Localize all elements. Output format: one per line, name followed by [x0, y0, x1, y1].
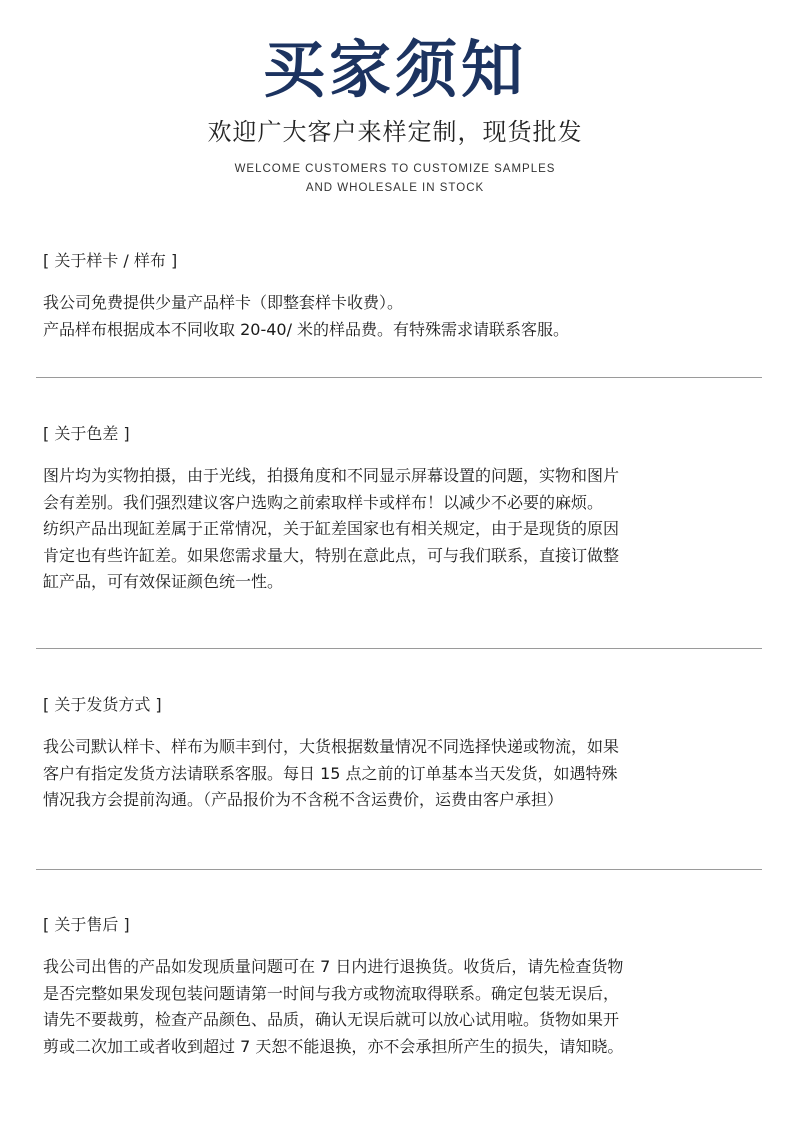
paragraph-line: 情况我方会提前沟通。（产品报价为不含税不含运费价，运费由客户承担） — [43, 790, 564, 809]
english-line-2: AND WHOLESALE IN STOCK — [305, 182, 485, 194]
paragraph-line: 是否完整如果发现包装问题请第一时间与我方或物流取得联系。确定包装无误后， — [43, 983, 620, 1003]
section-body — [43, 734, 743, 814]
section-after-sales — [43, 914, 743, 1060]
page-title: 买家须知 — [262, 33, 527, 106]
section-heading: [ 关于售后 ] — [43, 915, 130, 934]
section-color-difference — [43, 423, 743, 596]
paragraph-line: 客户有指定发货方法请联系客服。每日 15 点之前的订单基本当天发货，如遇特殊 — [43, 763, 618, 783]
paragraph-line: 我公司免费提供少量产品样卡（即整套样卡收费）。 — [43, 293, 404, 312]
section-heading: [ 关于色差 ] — [43, 424, 130, 443]
paragraph-line: 图片均为实物拍摄，由于光线，拍摄角度和不同显示屏幕设置的问题，实物和图片 — [43, 466, 620, 485]
section-body — [43, 463, 743, 596]
paragraph-line: 产品样布根据成本不同收取 20-40/ 米的样品费。有特殊需求请联系客服。 — [43, 319, 570, 339]
page-header — [0, 0, 790, 198]
english-line-1: WELCOME CUSTOMERS TO CUSTOMIZE SAMPLES — [234, 163, 556, 175]
section-heading: [ 关于样卡 / 样布 ] — [43, 251, 178, 270]
paragraph-line: 肯定也有些许缸差。如果您需求量大，特别在意此点，可与我们联系，直接订做整 — [43, 545, 620, 565]
section-heading: [ 关于发货方式 ] — [43, 695, 162, 714]
english-subtitle — [0, 160, 790, 198]
section-body — [43, 954, 743, 1060]
section-shipping — [43, 694, 743, 814]
paragraph-line: 我公司出售的产品如发现质量问题可在 7 日内进行退换货。收货后，请先检查货物 — [43, 957, 624, 976]
paragraph-line: 缸产品，可有效保证颜色统一性。 — [43, 572, 284, 591]
paragraph-line: 纺织产品出现缸差属于正常情况，关于缸差国家也有相关规定，由于是现货的原因 — [43, 519, 620, 538]
section-samples — [43, 250, 743, 343]
section-body — [43, 290, 743, 343]
section-divider — [36, 648, 762, 649]
paragraph-line: 请先不要裁剪，检查产品颜色、品质，确认无误后就可以放心试用啦。货物如果开 — [43, 1010, 620, 1029]
paragraph-line: 会有差别。我们强烈建议客户选购之前索取样卡或样布！以减少不必要的麻烦。 — [43, 492, 604, 512]
section-divider — [36, 869, 762, 870]
page-subtitle: 欢迎广大客户来样定制，现货批发 — [207, 118, 583, 146]
paragraph-line: 我公司默认样卡、样布为顺丰到付，大货根据数量情况不同选择快递或物流，如果 — [43, 737, 620, 756]
paragraph-line: 剪或二次加工或者收到超过 7 天恕不能退换，亦不会承担所产生的损失，请知晓。 — [43, 1036, 624, 1056]
section-divider — [36, 377, 762, 378]
